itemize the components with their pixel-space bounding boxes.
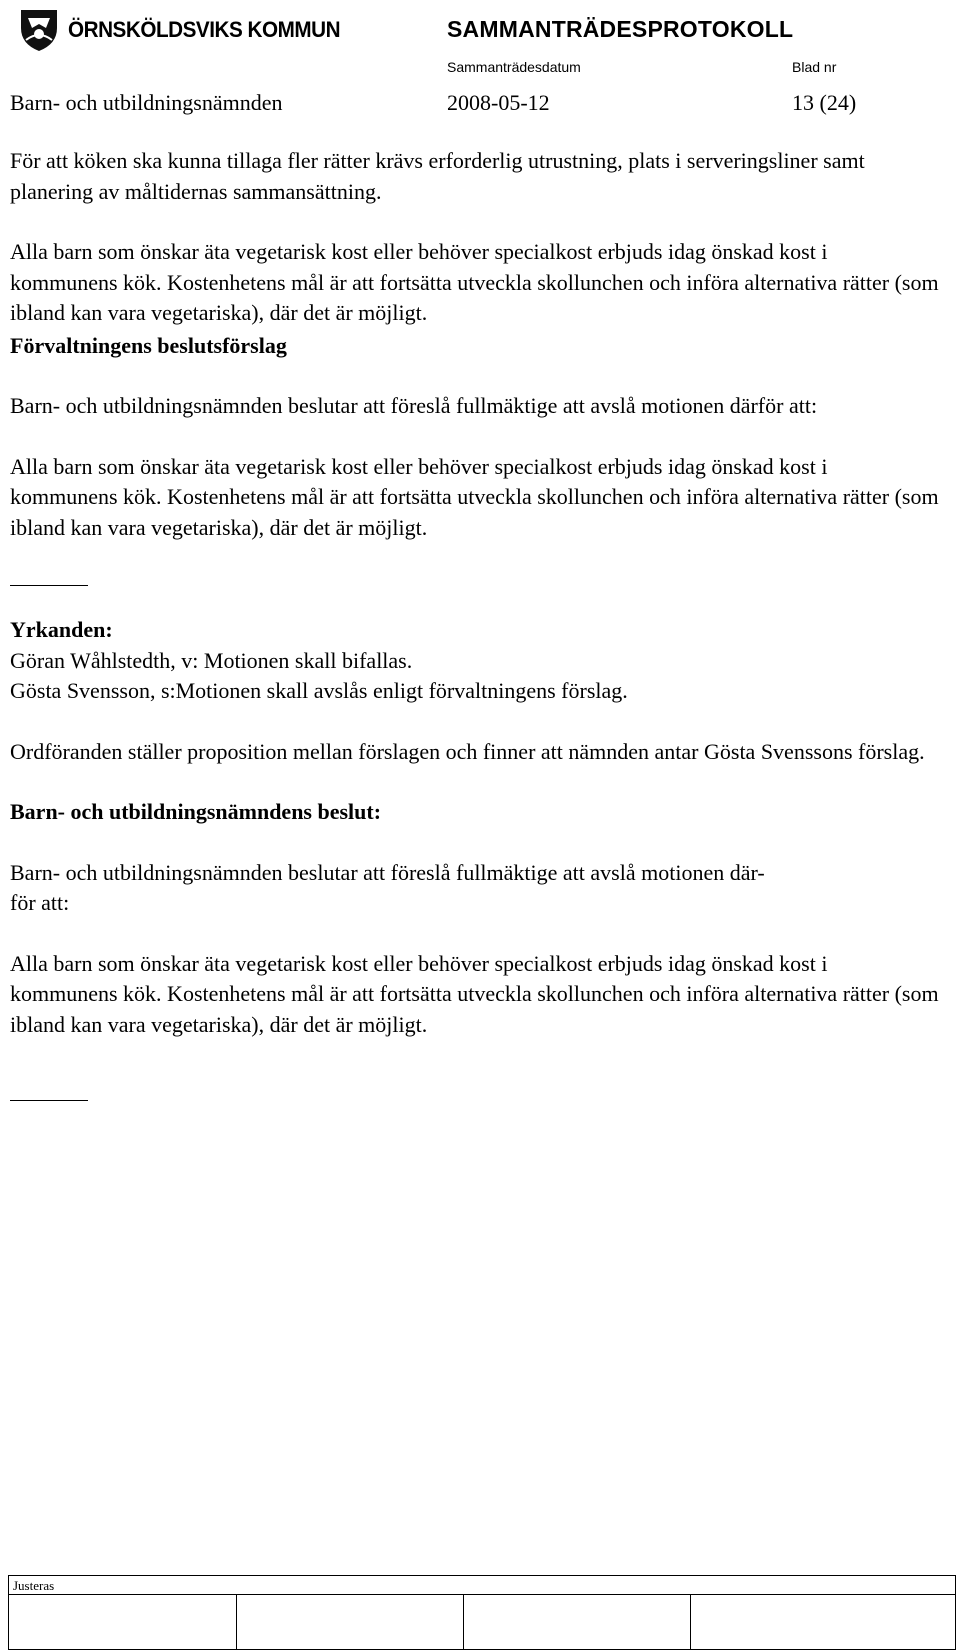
organization-name: ÖRNSKÖLDSVIKS KOMMUN [68,17,341,42]
municipality-logo [18,6,341,54]
section-heading-proposal: Förvaltningens beslutsförslag [10,332,287,358]
committee-name: Barn- och utbildningsnämnden [10,90,283,115]
paragraph: Alla barn som önskar äta vegetarisk kost eller behöver specialkost erbjuds idag önskad kost i kommunens kök. Kostenhetens mål är att fortsätta utveckla skollunchen och införa alternativa rätter (som ibland kan vara vegetariska), där det är möjligt. [10,239,939,325]
protocol-body [10,146,940,1101]
page-number-label: Blad nr [792,59,837,75]
paragraph: För att köken ska kunna tillaga fler rätter krävs erforderlig utrustning, plats i serveringsliner samt planering av måltidernas sammansättning. [10,148,865,204]
signature-cell-divider [236,1594,237,1649]
signature-box [8,1575,956,1650]
claim-line: Gösta Svensson, s:Motionen skall avslås enligt förvaltningens förslag. [10,678,628,703]
section-heading-decision: Barn- och utbildningsnämndens beslut: [10,799,382,824]
section-heading-claims: Yrkanden: [10,617,113,642]
paragraph: Barn- och utbildningsnämnden beslutar att föreslå fullmäktige att avslå motionen därför att: [10,393,818,418]
paragraph: Alla barn som önskar äta vegetarisk kost eller behöver specialkost erbjuds idag önskad kost i kommunens kök. Kostenhetens mål är att fortsätta utveckla skollunchen och införa alternativa rätter (som ibland kan vara vegetariska), där det är möjligt. [10,453,939,540]
page-number: 13 (24) [792,90,857,115]
paragraph: Ordföranden ställer proposition mellan förslagen och finner att nämnden antar Gösta Svenssons förslag. [10,738,925,764]
separator-line [10,1100,88,1101]
date-label: Sammanträdesdatum [447,59,581,75]
divider [9,1594,955,1595]
paragraph: Alla barn som önskar äta vegetarisk kost eller behöver specialkost erbjuds idag önskad kost i kommunens kök. Kostenhetens mål är att fortsätta utveckla skollunchen och införa alternativa rätter (som ibland kan vara vegetariska), där det är möjligt. [10,950,939,1037]
coat-of-arms-icon [18,6,60,52]
signature-label: Justeras [13,1578,55,1593]
paragraph-line: för att: [10,890,70,915]
signature-cell-divider [463,1594,464,1649]
paragraph-line: Barn- och utbildningsnämnden beslutar att föreslå fullmäktige att avslå motionen där- [10,859,765,885]
signature-cell-divider [690,1594,691,1649]
meeting-date: 2008-05-12 [447,90,550,115]
document-type-title: SAMMANTRÄDESPROTOKOLL [447,16,794,42]
claim-line: Göran Wåhlstedth, v: Motionen skall bifallas. [10,647,413,673]
